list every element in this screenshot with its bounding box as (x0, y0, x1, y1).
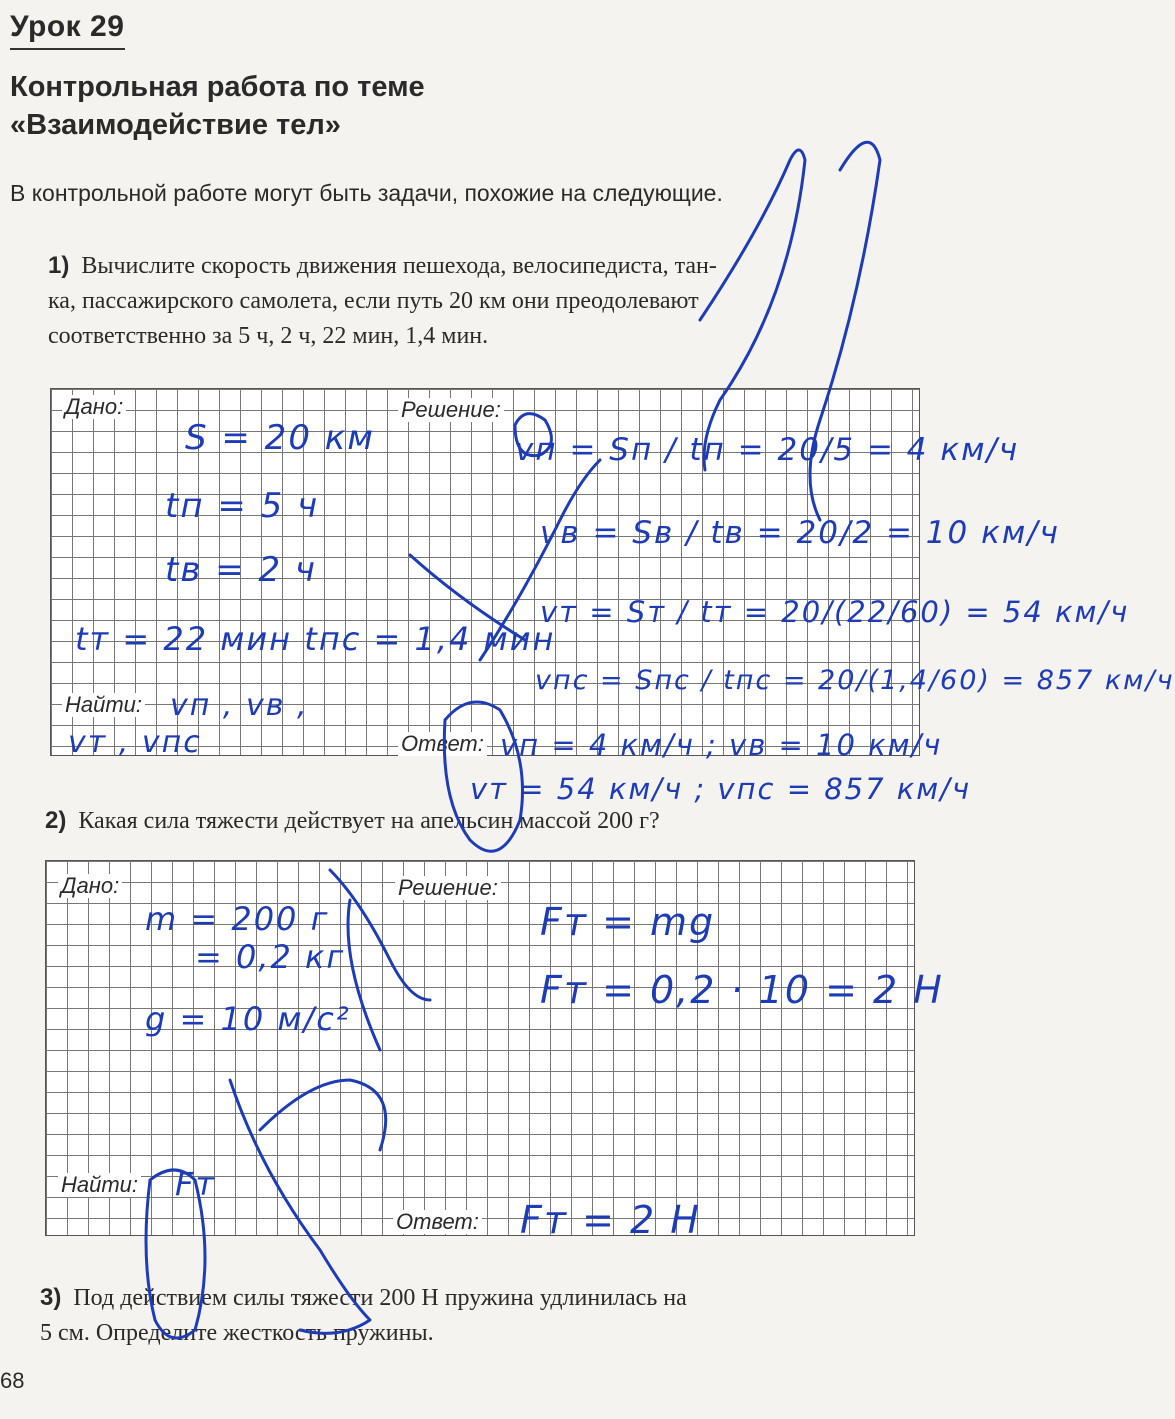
task1-given-label: Дано: (62, 395, 126, 419)
task1-given-3: tв = 2 ч (165, 550, 317, 590)
task1-solution-4: vпс = Sпс / tпс = 20/(1,4/60) = 857 км/ч (535, 665, 1175, 696)
task2-given-3: g = 10 м/с² (145, 1000, 351, 1038)
task1-solution-1: vп = Sп / tп = 20/5 = 4 км/ч (515, 432, 1020, 468)
task3-number: 3) (40, 1284, 62, 1311)
task1-given-4: tт = 22 мин tпс = 1,4 мин (75, 620, 556, 658)
lesson-underline (10, 48, 125, 50)
task1-solution-label: Решение: (398, 398, 504, 422)
task2-find-label: Найти: (58, 1173, 141, 1197)
task3-text (40, 1280, 920, 1351)
task1-line-3: соответственно за 5 ч, 2 ч, 22 мин, 1,4 мин. (48, 323, 489, 349)
task2-solution-2: Fт = 0,2 · 10 = 2 Н (540, 968, 944, 1012)
task1-find-1: vп , vв , (170, 688, 309, 723)
task1-given-2: tп = 5 ч (165, 486, 320, 526)
task2-number: 2) (45, 807, 67, 834)
task1-solution-3: vт = Sт / tт = 20/(22/60) = 54 км/ч (540, 595, 1130, 629)
task2-answer-value: Fт = 2 Н (520, 1198, 701, 1242)
page-number: 68 (0, 1368, 25, 1393)
task2-solution-label: Решение: (395, 876, 501, 900)
task1-answer-label: Ответ: (398, 732, 487, 756)
task1-line-2: ка, пассажирского самолета, если путь 20 км они преодолевают (48, 288, 699, 314)
task1-find-2: vт , vпс (68, 725, 202, 760)
task2-given-2: = 0,2 кг (195, 938, 346, 976)
task3-line-2: 5 см. Определите жесткость пружины. (40, 1320, 434, 1346)
task1-text (48, 248, 928, 354)
intro-text: В контрольной работе могут быть задачи, похожие на следующие. (10, 180, 723, 206)
task1-number: 1) (48, 252, 70, 279)
task2-text (45, 803, 925, 839)
task2-line: Какая сила тяжести действует на апельсин массой 200 г? (78, 808, 660, 834)
task2-find-value: Fт (175, 1165, 217, 1203)
lesson-number: Урок 29 (10, 10, 125, 43)
title-line-1: Контрольная работа по теме (10, 71, 425, 103)
page-title (10, 68, 425, 144)
task1-line-1: Вычислите скорость движения пешехода, велосипедиста, тан- (81, 253, 717, 279)
task3-line-1: Под действием силы тяжести 200 Н пружина удлинилась на (73, 1285, 687, 1311)
task2-solution-1: Fт = mg (540, 900, 716, 944)
task2-given-label: Дано: (58, 874, 122, 898)
task1-solution-2: vв = Sв / tв = 20/2 = 10 км/ч (540, 515, 1060, 551)
task1-answer-2: vт = 54 км/ч ; vпс = 857 км/ч (470, 772, 972, 806)
task2-given-1: m = 200 г (145, 900, 330, 938)
task1-find-label: Найти: (62, 693, 145, 717)
title-line-2: «Взаимодействие тел» (10, 109, 341, 141)
task1-given-1: S = 20 км (185, 418, 375, 458)
task2-answer-label: Ответ: (393, 1210, 482, 1234)
task1-answer-1: vп = 4 км/ч ; vв = 10 км/ч (500, 728, 943, 762)
